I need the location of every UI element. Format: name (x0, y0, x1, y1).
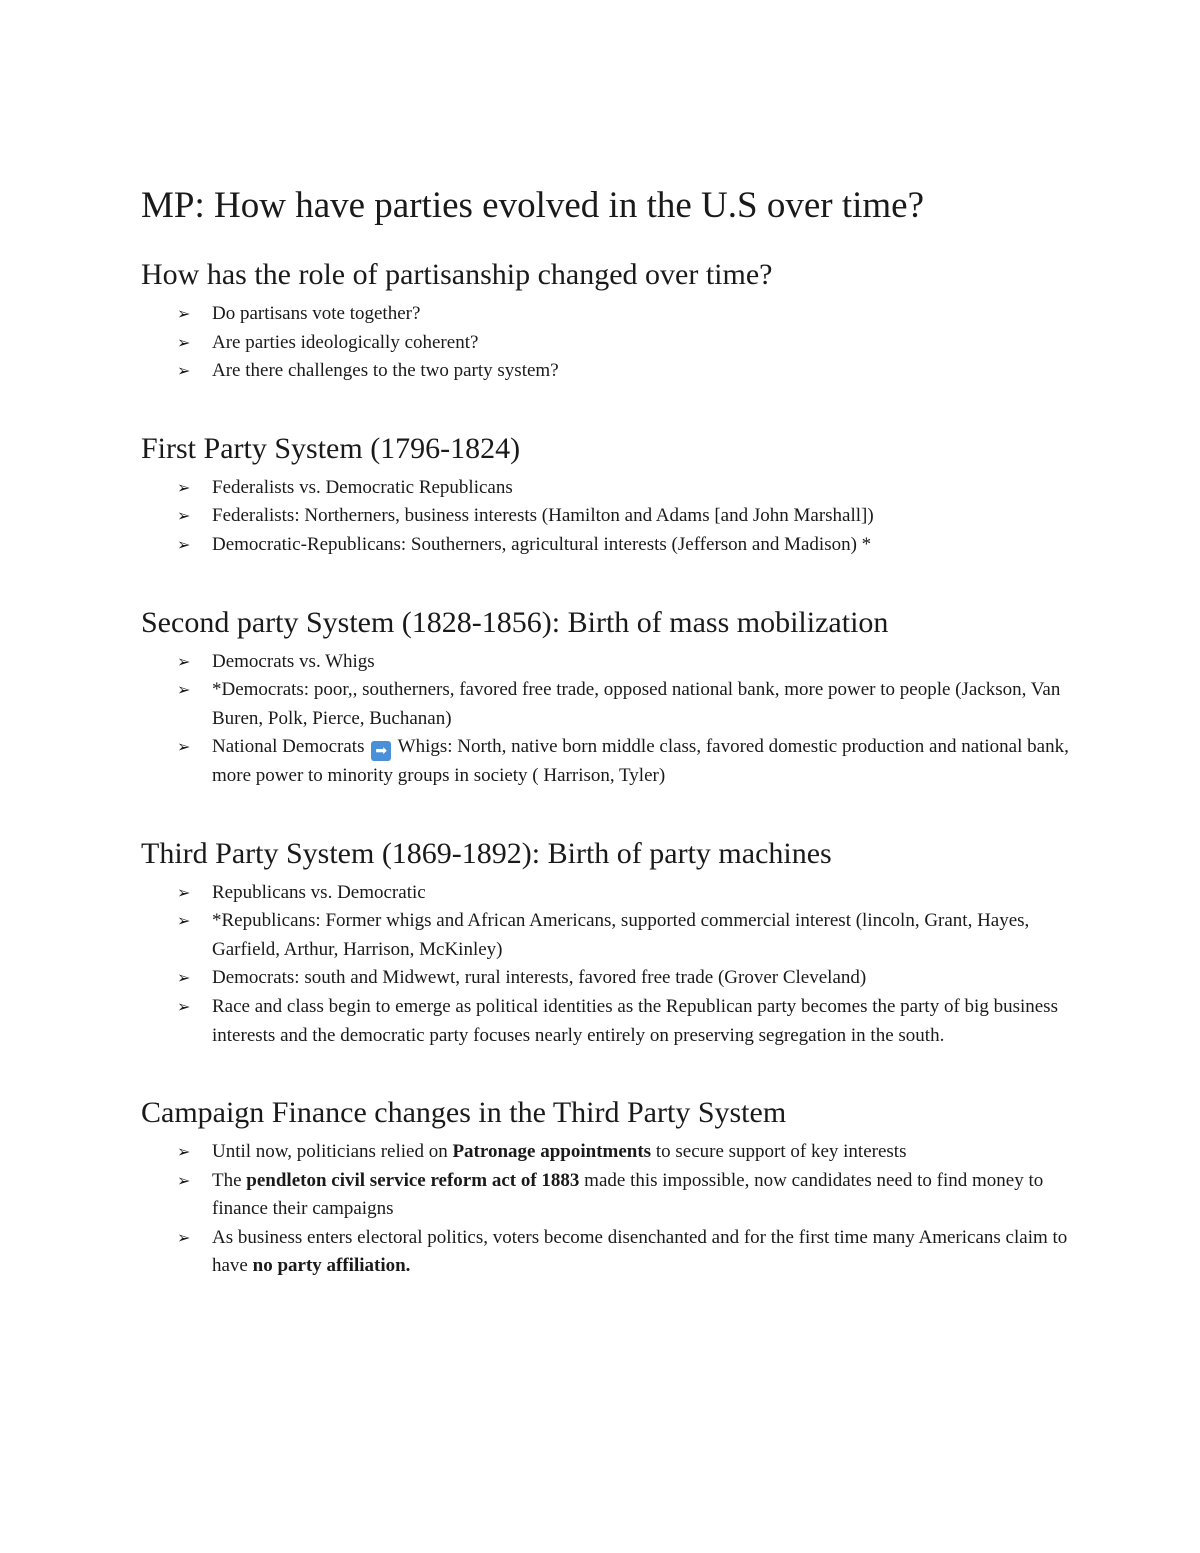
list-item (141, 907, 1071, 964)
section-first-party-system (141, 430, 1071, 560)
list-item-text: Federalists: Northerners, business interests (Hamilton and Adams [and John Marshall]) (212, 505, 874, 527)
list-item-text: Race and class begin to emerge as political identities as the Republican party becomes the party of big business interests and the democratic party focuses nearly entirely on preserving segregation in the south. (212, 995, 1058, 1046)
list-item-bold-text: no party affiliation. (252, 1255, 411, 1277)
bullet-arrow-icon: ➢ (177, 506, 191, 526)
list-item-text: The (212, 1169, 247, 1191)
list-item-bold-text: pendleton civil service reform act of 1883 (246, 1169, 580, 1191)
bullet-arrow-icon: ➢ (177, 361, 191, 381)
bullet-arrow-icon: ➢ (177, 534, 191, 554)
section-heading: Third Party System (1869-1892): Birth of party machines (141, 836, 832, 870)
list-item (141, 300, 1071, 329)
list-item-text: Federalists vs. Democratic Republicans (212, 476, 513, 498)
bullet-list (141, 474, 1071, 560)
page-title: MP: How have parties evolved in the U.S over time? (141, 185, 924, 226)
list-item (141, 1138, 1071, 1167)
bullet-arrow-icon: ➢ (177, 996, 191, 1016)
list-item (141, 676, 1071, 733)
section-campaign-finance (141, 1094, 1071, 1281)
list-item-text: Are parties ideologically coherent? (212, 331, 479, 353)
section-heading: Second party System (1828-1856): Birth of mass mobilization (141, 605, 889, 639)
list-item (141, 1167, 1071, 1224)
list-item (141, 531, 1071, 560)
bullet-arrow-icon: ➢ (177, 332, 191, 352)
section-heading: How has the role of partisanship changed over time? (141, 258, 773, 291)
section-second-party-system (141, 604, 1071, 791)
list-item (141, 329, 1071, 358)
list-item-text: *Republicans: Former whigs and African Americans, supported commercial interest (lincoln, Grant, Hayes, Garfield, Arthur, Harrison, McKinley) (212, 910, 1030, 960)
bullet-arrow-icon: ➢ (177, 477, 191, 497)
bullet-arrow-icon: ➢ (177, 304, 191, 323)
list-item-text: Until now, politicians relied on (212, 1141, 453, 1163)
section-heading: First Party System (1796-1824) (141, 431, 521, 465)
bullet-arrow-icon: ➢ (177, 1227, 191, 1247)
list-item (141, 964, 1071, 993)
bullet-arrow-icon: ➢ (177, 911, 191, 931)
list-item-text: Democratic-Republicans: Southerners, agricultural interests (Jefferson and Madison) * (212, 533, 872, 555)
bullet-list (141, 1138, 1071, 1281)
list-item-text: Do partisans vote together? (212, 303, 421, 324)
right-arrow-icon: ➡ (371, 741, 391, 761)
bullet-arrow-icon: ➢ (177, 680, 191, 700)
list-item-text: Democrats vs. Whigs (212, 650, 375, 672)
section-partisanship (141, 256, 1071, 386)
list-item-text: As business enters electoral politics, voters become disenchanted and for the first time many Americans claim to have (212, 1226, 1068, 1277)
list-item-bold-text: Patronage appointments (452, 1141, 652, 1163)
section-third-party-system (141, 835, 1071, 1051)
document-page (141, 180, 1071, 1325)
bullet-arrow-icon: ➢ (177, 737, 191, 757)
bullet-arrow-icon: ➢ (177, 968, 191, 988)
list-item-text: Are there challenges to the two party system? (212, 360, 559, 382)
list-item (141, 733, 1071, 790)
list-item (141, 502, 1071, 531)
bullet-list (141, 300, 1071, 386)
list-item (141, 879, 1071, 908)
list-item-text-after: Whigs: North, native born middle class, favored domestic production and national bank, more power to minority groups in society ( Harrison, Tyler) (212, 736, 1069, 786)
bullet-arrow-icon: ➢ (177, 1142, 191, 1162)
bullet-arrow-icon: ➢ (177, 882, 191, 902)
list-item (141, 1224, 1071, 1281)
bullet-arrow-icon: ➢ (177, 651, 191, 671)
list-item-text: *Democrats: poor,, southerners, favored free trade, opposed national bank, more power to people (Jackson, Van Buren, Polk, Pierce, Buchanan) (212, 679, 1061, 729)
list-item-text: made this impossible, now candidates need to find money to finance their campaigns (212, 1169, 1044, 1220)
bullet-list (141, 879, 1071, 1051)
list-item (141, 357, 1071, 386)
bullet-arrow-icon: ➢ (177, 1170, 191, 1190)
bullet-list (141, 648, 1071, 791)
list-item-text: Democrats: south and Midwewt, rural interests, favored free trade (Grover Cleveland) (212, 967, 867, 989)
section-heading: Campaign Finance changes in the Third Party System (141, 1096, 787, 1130)
list-item (141, 474, 1071, 503)
list-item-text: to secure support of key interests (651, 1141, 907, 1163)
list-item (141, 993, 1071, 1050)
list-item-text-before: National Democrats (212, 736, 365, 758)
list-item (141, 648, 1071, 677)
list-item-text: Republicans vs. Democratic (212, 881, 426, 903)
